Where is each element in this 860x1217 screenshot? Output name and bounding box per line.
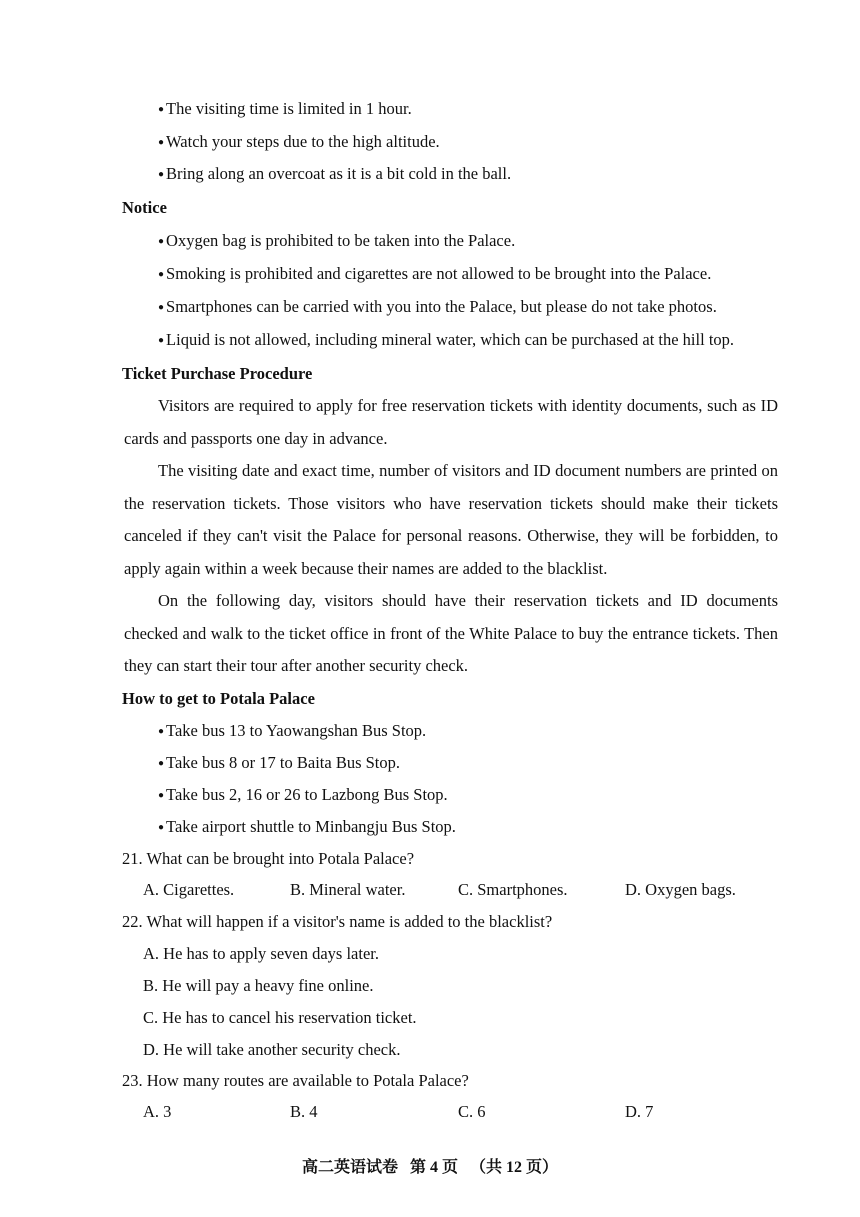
answer-option[interactable]: A. Cigarettes.: [143, 880, 235, 899]
notice-heading: Notice: [122, 198, 167, 217]
ticket-paragraph-text: The visiting date and exact time, number of visitors and ID document numbers are printed on the reservation tickets. Those visitors who have reservation tickets should make their tickets canceled if they can't visit the Palace for personal reasons. Otherwise, they will be forbidden, to apply again within a week because their names are added to the blacklist.: [124, 461, 778, 578]
ticket-paragraph-text: Visitors are required to apply for free reservation tickets with identity documents, such as ID cards and passports one day in advance.: [124, 396, 778, 448]
answer-option[interactable]: C. 6: [458, 1102, 486, 1121]
route-item: ● Take airport shuttle to Minbangju Bus Stop.: [158, 817, 456, 840]
notice-item: ● Liquid is not allowed, including mineral water, which can be purchased at the hill top.: [158, 330, 734, 353]
answer-option[interactable]: A. 3: [143, 1102, 172, 1121]
question-stem: 22. What will happen if a visitor's name is added to the blacklist?: [122, 912, 553, 931]
route-item: ● Take bus 2, 16 or 26 to Lazbong Bus Stop.: [158, 785, 448, 808]
tip-item: ● Watch your steps due to the high altitude.: [158, 132, 440, 155]
question-stem: 21. What can be brought into Potala Palace?: [122, 849, 415, 868]
ticket-heading: Ticket Purchase Procedure: [122, 364, 313, 383]
answer-option[interactable]: B. 4: [290, 1102, 318, 1121]
ticket-paragraph: [124, 585, 778, 683]
page-total: （共 12 页）: [470, 1159, 559, 1176]
answer-option[interactable]: B. He will pay a heavy fine online.: [143, 976, 374, 995]
answer-option[interactable]: C. Smartphones.: [458, 880, 568, 899]
route-item: ● Take bus 13 to Yaowangshan Bus Stop.: [158, 721, 426, 744]
answer-option[interactable]: D. He will take another security check.: [143, 1040, 401, 1059]
ticket-paragraph: [124, 390, 778, 455]
how-to-get-heading: How to get to Potala Palace: [122, 689, 315, 708]
page-number: 第 4 页: [409, 1159, 458, 1176]
route-item: ● Take bus 8 or 17 to Baita Bus Stop.: [158, 753, 400, 776]
answer-option[interactable]: C. He has to cancel his reservation ticket.: [143, 1008, 417, 1027]
tip-item: ● Bring along an overcoat as it is a bit cold in the ball.: [158, 164, 511, 187]
answer-option[interactable]: A. He has to apply seven days later.: [143, 944, 379, 963]
answer-option[interactable]: D. 7: [625, 1102, 654, 1121]
page-footer: [0, 1154, 860, 1177]
tip-item: ● The visiting time is limited in 1 hour.: [158, 99, 412, 122]
answer-option[interactable]: B. Mineral water.: [290, 880, 406, 899]
ticket-paragraph: [124, 455, 778, 585]
exam-title: 高二英语试卷: [301, 1159, 398, 1176]
ticket-paragraph-text: On the following day, visitors should have their reservation tickets and ID documents checked and walk to the ticket office in front of the White Palace to buy the entrance tickets. Then they can start their tour after another security check.: [124, 591, 778, 675]
notice-item: ● Oxygen bag is prohibited to be taken into the Palace.: [158, 231, 515, 254]
notice-item: ● Smoking is prohibited and cigarettes are not allowed to be brought into the Palace.: [158, 264, 711, 287]
notice-item: ● Smartphones can be carried with you into the Palace, but please do not take photos.: [158, 297, 717, 320]
answer-option[interactable]: D. Oxygen bags.: [625, 880, 736, 899]
question-stem: 23. How many routes are available to Potala Palace?: [122, 1071, 469, 1090]
